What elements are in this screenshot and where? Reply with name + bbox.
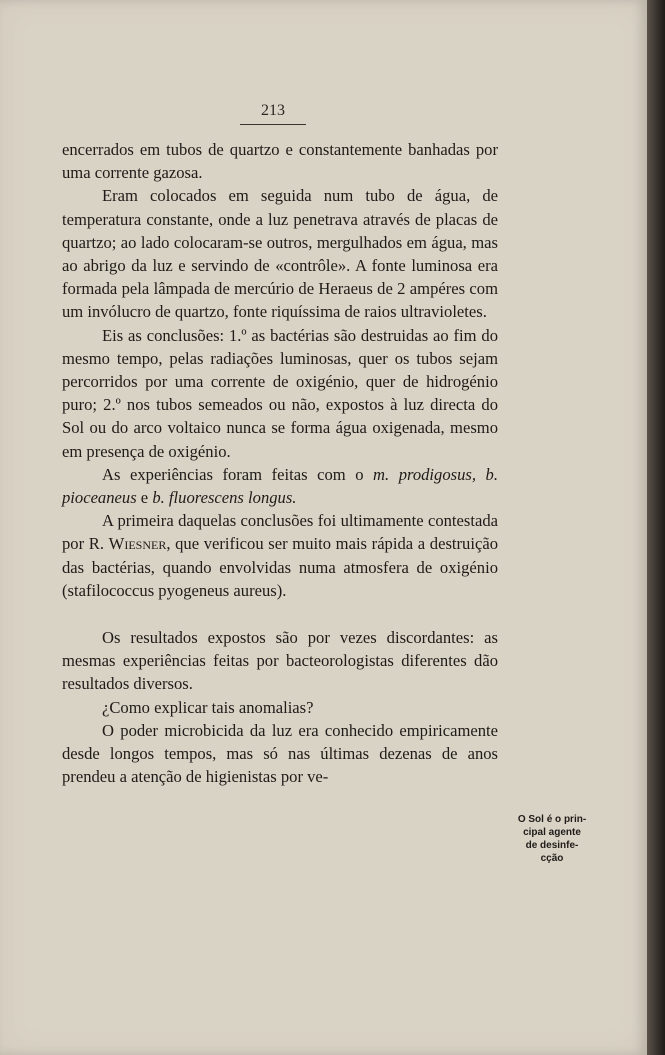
- paragraph-8: O poder microbicida da luz era conhecido empiricamente desde longos tempos, mas só nas últimas dezenas de anos prendeu a atenção de higienistas por ve-: [62, 720, 498, 787]
- paragraph-4-start: As experiências foram feitas com o: [102, 464, 374, 484]
- body-text: [62, 138, 498, 788]
- paragraph-3: Eis as conclusões: 1.º as bactérias são destruidas ao fim do mesmo tempo, pelas radiações luminosas, quer os tubos sejam percorridos por uma corrente de oxigénio, quer de hidrogénio puro; 2.º nos tubos semeados ou não, expostos à luz directa do Sol ou do arco voltaico nunca se forma água oxigenada, mesmo em presença de oxigénio.: [62, 325, 498, 461]
- margin-note-line-2: cipal agente: [523, 827, 581, 838]
- author-name: Wiesner: [108, 534, 167, 554]
- paragraph-5-end: , que verificou ser muito mais rápida a destruição das bactérias, quando envolvidas numa atmosfera de oxigénio (stafilococcus pyogeneus aureus).: [62, 534, 498, 600]
- margin-note-line-4: cção: [540, 853, 564, 864]
- paragraph-7: ¿Como explicar tais anomalias?: [102, 697, 314, 717]
- book-edge: [647, 0, 665, 1055]
- page-number-rule: [240, 124, 306, 125]
- paragraph-2: Eram colocados em seguida num tubo de água, de temperatura constante, onde a luz penetrava através de placas de quartzo; ao lado colocaram-se outros, mergulhados em água, mas ao abrigo da luz e servindo de «contrôle». A fonte luminosa era formada pela lâmpada de mercúrio de Heraeus de 2 ampéres com um invólucro de quartzo, fonte riquíssima de raios ultravioletes.: [62, 186, 498, 322]
- paragraph-4-middle: e: [136, 488, 153, 508]
- paragraph-6: Os resultados expostos são por vezes discordantes: as mesmas experiências feitas por bacteorologistas diferentes dão resultados diversos.: [62, 628, 498, 694]
- margin-note: [512, 813, 592, 865]
- margin-note-line-1: O Sol é o prin-: [517, 814, 587, 825]
- species-names-1: m. prodigosus, b. pioceaneus: [62, 464, 498, 508]
- page-number: 213: [261, 102, 285, 119]
- margin-note-line-3: de desinfe-: [525, 840, 579, 851]
- paragraph-5: [62, 509, 498, 602]
- paragraph-5-start: A primeira daquelas conclusões foi ultimamente contestada por R.: [62, 511, 498, 554]
- species-names-2: b. fluorescens longus.: [152, 488, 297, 508]
- paragraph-4: [62, 463, 498, 509]
- paragraph-1: encerrados em tubos de quartzo e constantemente banhadas por uma corrente gazosa.: [62, 140, 498, 183]
